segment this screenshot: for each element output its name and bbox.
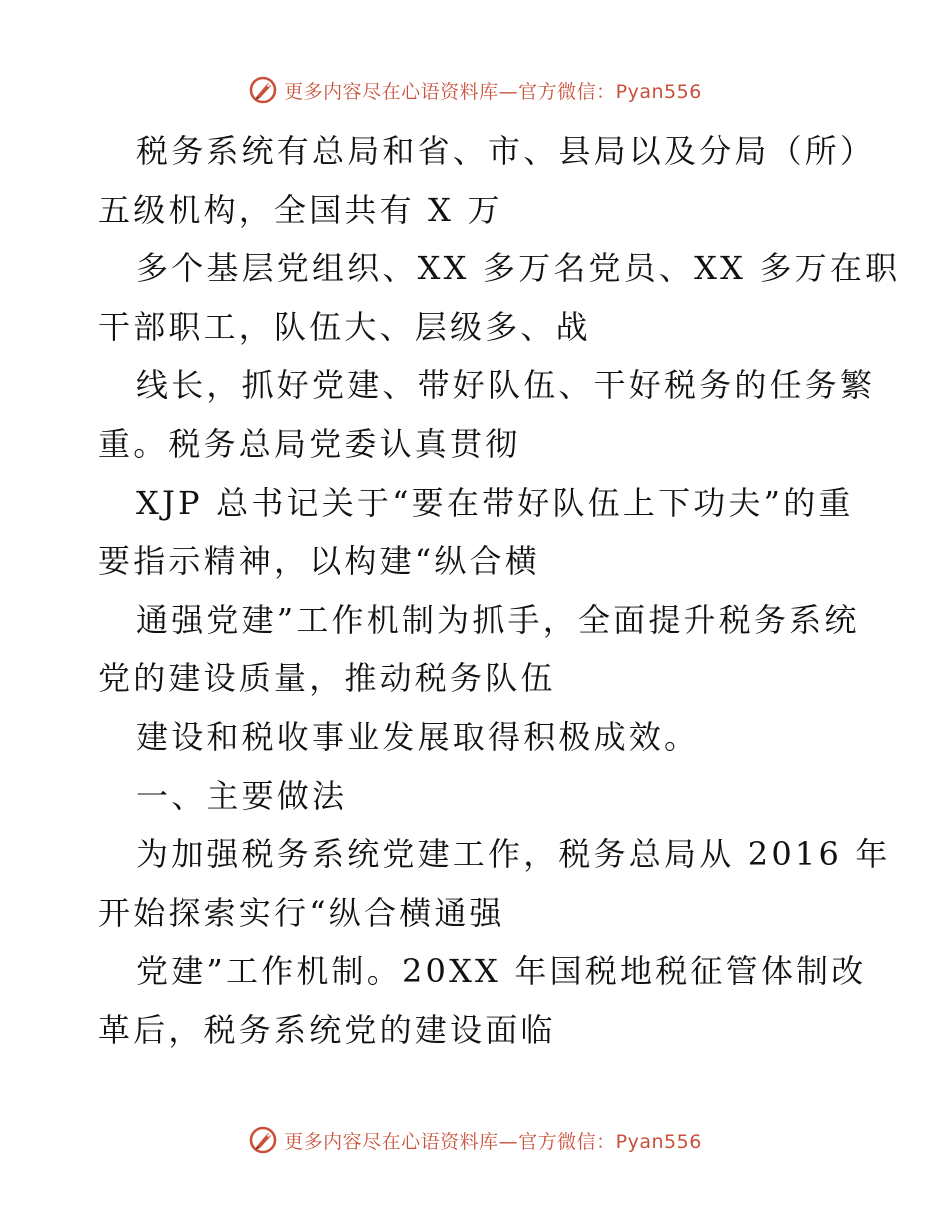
watermark-text: 更多内容尽在心语资料库—官方微信：Pyan556	[284, 80, 702, 103]
text-line: 党的建设质量，推动税务队伍	[98, 659, 556, 698]
text-line: 革后，税务系统党的建设面临	[98, 1010, 556, 1049]
text-line: 五级机构，全国共有 X 万	[98, 190, 503, 229]
text-line: 多个基层党组织、XX 多万名党员、XX 多万在职	[136, 249, 901, 288]
text-line: 干部职工，队伍大、层级多、战	[98, 307, 591, 346]
text-line: 税务系统有总局和省、市、县局以及分局（所）	[136, 132, 876, 170]
pen-nib-logo-icon	[248, 75, 278, 105]
text-line: 为加强税务系统党建工作，税务总局从 2016 年	[136, 835, 891, 874]
pen-nib-logo-icon	[248, 1125, 278, 1155]
section-heading: 一、主要做法	[136, 776, 348, 815]
header-watermark	[0, 70, 950, 110]
text-line: 线长，抓好党建、带好队伍、干好税务的任务繁	[136, 366, 876, 405]
text-line: 通强党建”工作机制为抓手，全面提升税务系统	[136, 600, 860, 639]
text-line: 开始探索实行“纵合横通强	[98, 893, 505, 932]
text-line: 建设和税收事业发展取得积极成效。	[136, 717, 700, 756]
text-line: 要指示精神，以构建“纵合横	[98, 542, 540, 581]
watermark-text: 更多内容尽在心语资料库—官方微信：Pyan556	[284, 1130, 702, 1153]
document-body	[98, 122, 901, 1060]
text-line: 重。税务总局党委认真贯彻	[98, 424, 521, 463]
text-line: 党建”工作机制。20XX 年国税地税征管体制改	[136, 952, 867, 991]
text-line: XJP 总书记关于“要在带好队伍上下功夫”的重	[136, 483, 854, 522]
footer-watermark	[0, 1120, 950, 1160]
